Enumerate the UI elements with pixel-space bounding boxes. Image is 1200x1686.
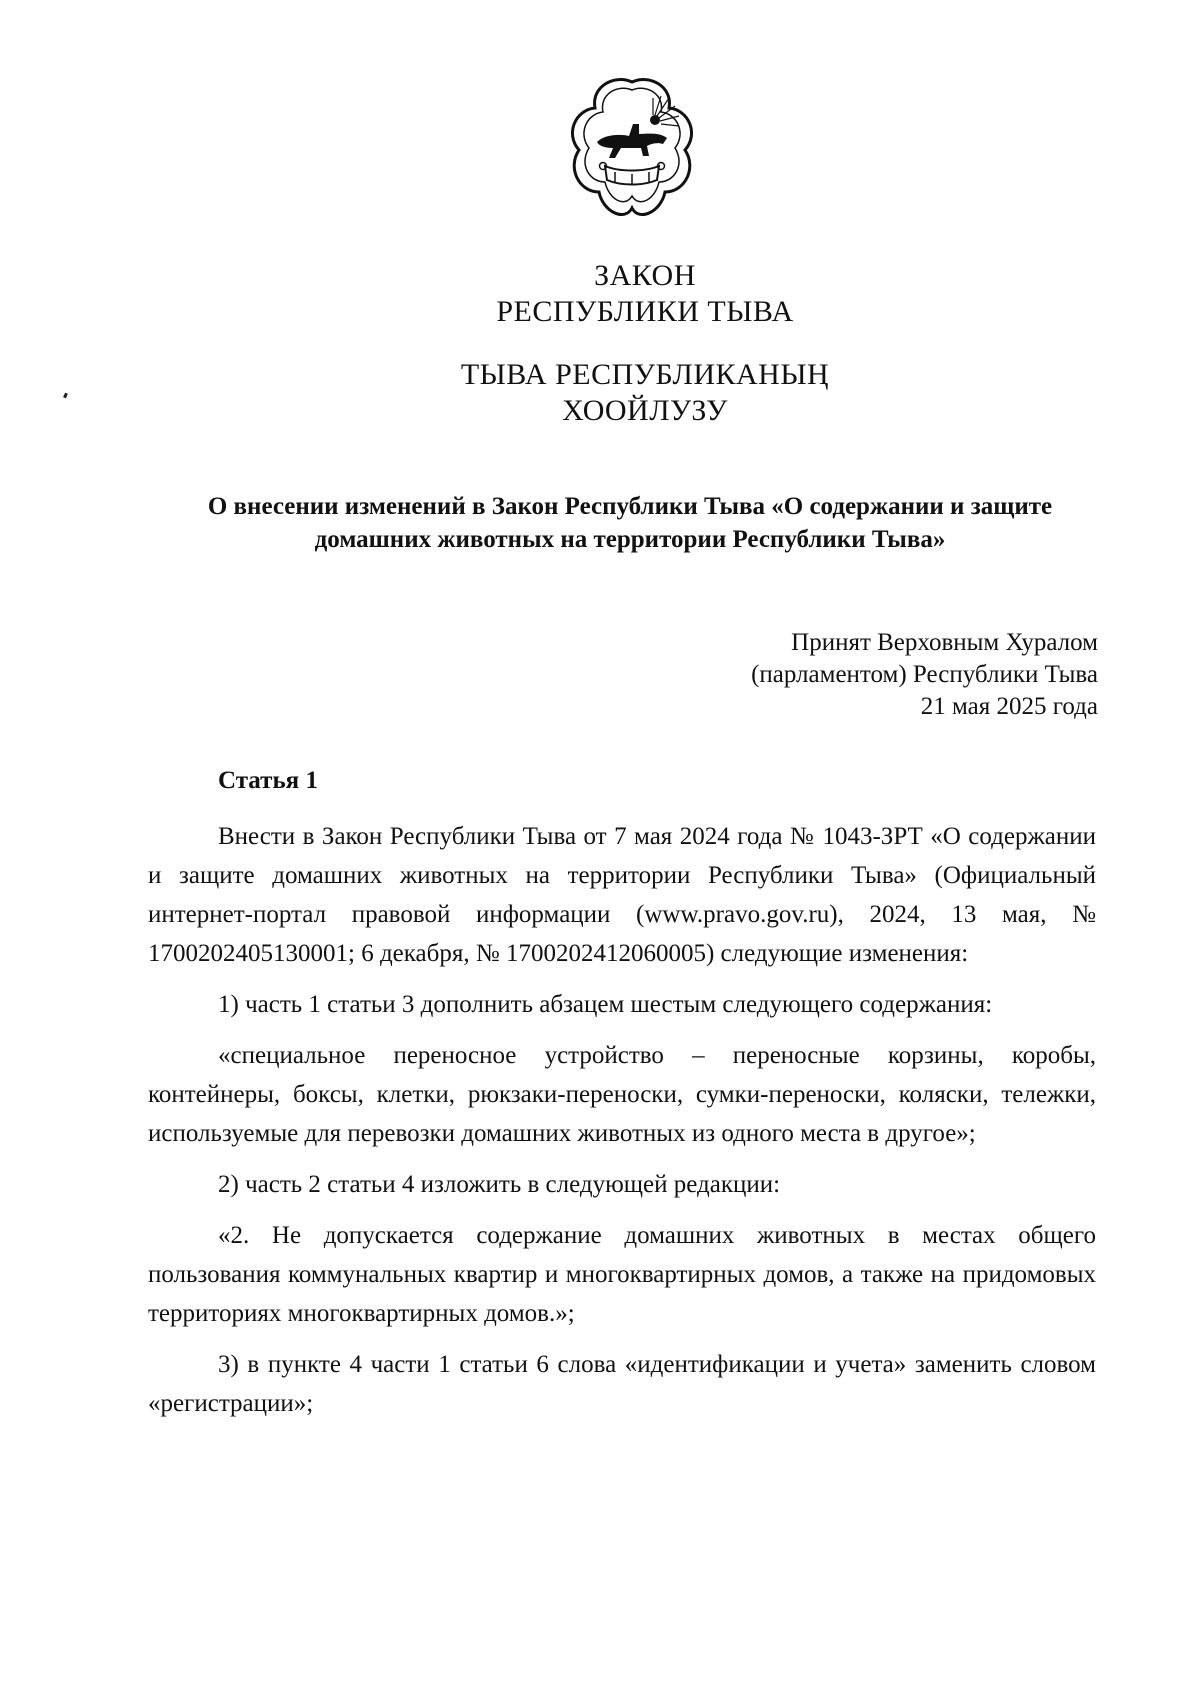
law-title-tyv-line2: ХООЙЛУЗУ <box>562 394 728 427</box>
law-subject-line1: О внесении изменений в Закон Республики Тыва «О содержании и защите <box>207 493 1053 520</box>
article-paragraph: 1) часть 1 статьи 3 дополнить абзацем шестым следующего содержания: <box>218 991 993 1018</box>
article-paragraph: Внести в Закон Республики Тыва от 7 мая 2024 года № 1043-ЗРТ «О содержании и защите домашних животных на территории Республики Тыва» (Официальный интернет-портал правовой информации (www.pravo.gov.ru), 2024, 13 мая, № 1700202405130001; 6 декабря, № 1700202412060005) следующие изменения: <box>148 823 1096 967</box>
adoption-note <box>751 627 1098 723</box>
article-paragraph: 3) в пункте 4 части 1 статьи 6 слова «идентификации и учета» заменить словом «регистрации»; <box>148 1351 1096 1417</box>
law-subject <box>150 490 1110 556</box>
article-heading: Статья 1 <box>218 767 318 794</box>
law-title-ru-line2: РЕСПУБЛИКИ ТЫВА <box>496 295 794 328</box>
law-subject-line2: домашних животных на территории Республики Тыва» <box>314 526 946 553</box>
article-body <box>148 817 1096 1435</box>
law-title-russian <box>45 258 1200 330</box>
article-paragraph: «специальное переносное устройство – переносные корзины, коробы, контейнеры, боксы, клетки, рюкзаки-переноски, сумки-переноски, коляски, тележки, используемые для перевозки домашних животных из одного места в другое»; <box>148 1042 1096 1147</box>
law-title-ru-line1: ЗАКОН <box>594 259 696 292</box>
republic-of-tuva-emblem-icon <box>569 76 695 224</box>
law-title-tyv-line1: ТЫВА РЕСПУБЛИКАНЫҢ <box>460 358 830 391</box>
adoption-date: 21 мая 2025 года <box>920 693 1098 720</box>
article-paragraph: «2. Не допускается содержание домашних животных в местах общего пользования коммунальных квартир и многоквартирных домов, а также на придомовых территориях многоквартирных домов.»; <box>148 1222 1096 1327</box>
adoption-line1: Принят Верховным Хуралом <box>791 629 1098 656</box>
article-paragraph: 2) часть 2 статьи 4 изложить в следующей редакции: <box>218 1171 781 1198</box>
adoption-line2: (парламентом) Республики Тыва <box>751 661 1098 688</box>
law-title-tuvan <box>45 357 1200 429</box>
